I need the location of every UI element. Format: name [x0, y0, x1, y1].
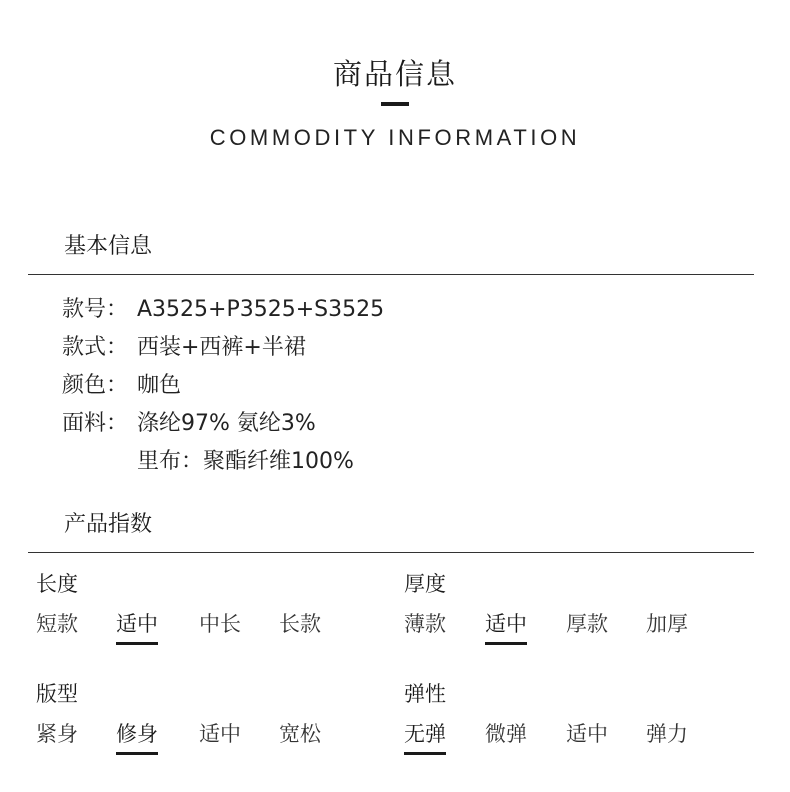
index-option: 厚款: [566, 612, 608, 636]
info-row-style: [62, 333, 306, 363]
index-option: 短款: [36, 612, 78, 636]
index-group-elasticity-title: 弹性: [404, 682, 446, 706]
info-label: 款号：: [62, 297, 129, 322]
index-option: 微弹: [485, 722, 527, 746]
index-option: 适中: [199, 722, 241, 746]
index-option: 中长: [199, 612, 241, 636]
index-option: 长款: [279, 612, 321, 636]
index-option-selected: 无弹: [404, 719, 446, 749]
info-row-color: [62, 371, 182, 401]
product-index-heading: 产品指数: [64, 512, 153, 537]
info-label: 面料：: [62, 411, 129, 436]
index-option: 薄款: [404, 612, 446, 636]
index-group-length-title: 长度: [36, 572, 78, 596]
index-option-selected: 适中: [116, 609, 158, 639]
title-underline-bar: [381, 102, 409, 106]
index-option-selected: 修身: [116, 719, 158, 749]
index-group-thickness-title: 厚度: [404, 572, 446, 596]
info-label: 款式：: [62, 335, 129, 360]
index-option: 适中: [566, 722, 608, 746]
index-option: 加厚: [646, 612, 688, 636]
info-value: 涤纶97% 氨纶3%: [137, 411, 316, 436]
index-group-fit-title: 版型: [36, 682, 78, 706]
page-subtitle: COMMODITY INFORMATION: [209, 125, 581, 150]
page-title: 商品信息: [332, 57, 457, 91]
info-value: 咖色: [137, 373, 182, 398]
info-value: 里布：聚酯纤维100%: [137, 449, 354, 474]
info-row-fabric: [62, 409, 316, 439]
info-value: A3525+P3525+S3525: [137, 297, 385, 322]
index-option: 弹力: [646, 722, 688, 746]
info-label: 颜色：: [62, 373, 129, 398]
info-value: 西装+西裤+半裙: [137, 335, 306, 360]
basic-info-divider: [28, 274, 754, 275]
product-index-divider: [28, 552, 754, 553]
index-option: 紧身: [36, 722, 78, 746]
index-option-selected: 适中: [485, 609, 527, 639]
index-option: 宽松: [279, 722, 321, 746]
info-row-style-number: [62, 295, 385, 325]
basic-info-heading: 基本信息: [64, 234, 153, 259]
